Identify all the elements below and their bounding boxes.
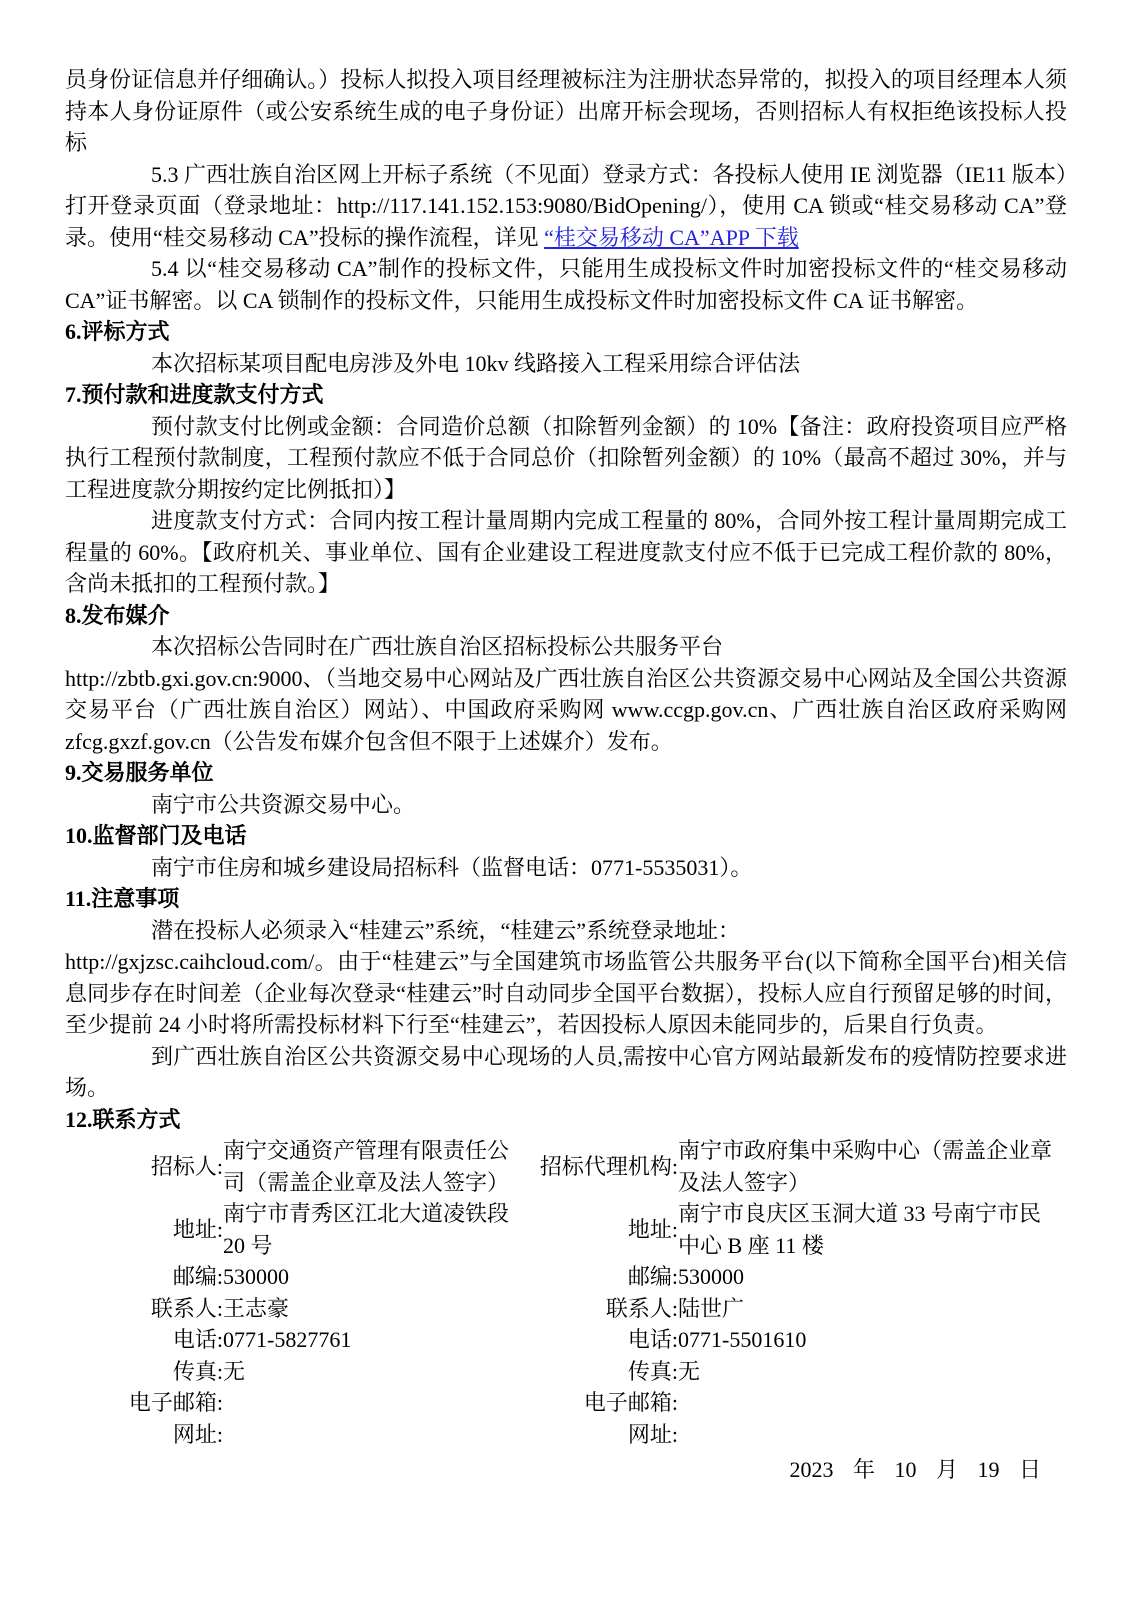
contact-row-fax <box>65 1356 530 1388</box>
contact-label: 招标人: <box>150 1153 223 1179</box>
contact-row-email <box>65 1387 530 1419</box>
contact-label: 联系人: <box>605 1295 678 1321</box>
contact-label: 电话: <box>627 1327 678 1352</box>
evaluation-method-paragraph: 本次招标某项目配电房涉及外电 10kv 线路接入工程采用综合评估法 <box>151 350 801 376</box>
contact-row-website <box>65 1419 530 1451</box>
intro-paragraph: 员身份证信息并仔细确认。）投标人拟投入项目经理被标注为注册状态异常的，拟投入的项目经理本人须持本人身份证原件（或公安系统生成的电子身份证）出席开标会现场，否则招标人有权拒绝该投标人投标 <box>65 67 1067 155</box>
contact-row-person <box>65 1293 530 1325</box>
contact-label: 电子邮箱: <box>128 1390 223 1415</box>
heading-evaluation-method: 6.评标方式 <box>65 319 170 344</box>
contact-value: 无 <box>223 1358 246 1384</box>
contact-label: 网址: <box>172 1421 223 1447</box>
trading-service-unit-paragraph: 南宁市公共资源交易中心。 <box>151 791 416 817</box>
contact-value: 0771-5827761 <box>223 1327 352 1352</box>
contact-label: 网址: <box>627 1421 678 1447</box>
heading-payment-methods: 7.预付款和进度款支付方式 <box>65 382 324 407</box>
contact-table-agency <box>530 1135 1067 1450</box>
publish-media-urls-paragraph: http://zbtb.gxi.gov.cn:9000、（当地交易中心网站及广西壮族自治区公共资源交易中心网站及全国公共资源交易平台（广西壮族自治区）网站）、中国政府采购网 www.ccgp.gov.cn、广西壮族自治区政府采购网 zfcg.gxzf.gov.cn（公告发布媒介包含但不限于上述媒介）发布。 <box>65 665 1067 754</box>
contact-value: 陆世广 <box>678 1295 745 1321</box>
supervision-department-paragraph: 南宁市住房和城乡建设局招标科（监督电话：0771-5535031）。 <box>151 854 753 880</box>
contact-row-postcode <box>530 1261 1067 1293</box>
contact-value: 无 <box>678 1358 701 1384</box>
contact-label: 传真: <box>627 1358 678 1384</box>
contact-value: 南宁市良庆区玉洞大道 33 号南宁市民中心 B 座 11 楼 <box>678 1201 1042 1258</box>
contact-value: 南宁交通资产管理有限责任公司（需盖企业章及法人签字） <box>223 1138 510 1195</box>
clause-5-3-paragraph <box>65 159 1067 254</box>
contact-row-address <box>530 1198 1067 1261</box>
contact-label: 电话: <box>172 1327 223 1352</box>
contact-value: 南宁市青秀区江北大道凌铁段 20 号 <box>223 1201 510 1258</box>
contact-row-person <box>530 1293 1067 1325</box>
contact-section <box>65 1135 1067 1450</box>
notes-detail-paragraph: http://gxjzsc.caihcloud.com/。由于“桂建云”与全国建筑市场监管公共服务平台(以下简称全国平台)相关信息同步存在时间差（企业每次登录“桂建云”时自动同步全国平台数据），投标人应自行预留足够的时间，至少提前 24 小时将所需投标材料下行至“桂建云”，若因投标人原因未能同步的，后果自行负责。 <box>65 949 1067 1037</box>
clause-5-4-paragraph: 5.4 以“桂交易移动 CA”制作的投标文件，只能用生成投标文件时加密投标文件的“桂交易移动 CA”证书解密。以 CA 锁制作的投标文件，只能用生成投标文件时加密投标文件 CA 证书解密。 <box>65 256 1067 313</box>
contact-row-website <box>530 1419 1067 1451</box>
notes-intro-paragraph: 潜在投标人必须录入“桂建云”系统，“桂建云”系统登录地址： <box>151 917 741 943</box>
contact-label: 地址: <box>172 1216 223 1242</box>
contact-label: 联系人: <box>150 1295 223 1321</box>
contact-row-phone <box>65 1324 530 1356</box>
notes-onsite-paragraph: 到广西壮族自治区公共资源交易中心现场的人员,需按中心官方网站最新发布的疫情防控要求进场。 <box>65 1043 1067 1100</box>
clause-5-3-text: 5.3 广西壮族自治区网上开标子系统（不见面）登录方式：各投标人使用 IE 浏览器（IE11 版本）打开登录页面（登录地址：http://117.141.152.153:9080/BidOpening/），使用 CA 锁或“桂交易移动 CA”登录。使用“桂交易移动 CA”投标的操作流程，详见 <box>65 161 1067 250</box>
contact-row-tenderer <box>65 1135 530 1198</box>
advance-payment-paragraph: 预付款支付比例或金额：合同造价总额（扣除暂列金额）的 10%【备注：政府投资项目应严格执行工程预付款制度，工程预付款应不低于合同总价（扣除暂列金额）的 10%（最高不超过 30%，并与工程进度款分期按约定比例抵扣）】 <box>65 413 1067 502</box>
contact-row-agency <box>530 1135 1067 1198</box>
contact-value: 南宁市政府集中采购中心（需盖企业章及法人签字） <box>678 1138 1053 1195</box>
contact-row-email <box>530 1387 1067 1419</box>
contact-value: 530000 <box>223 1264 289 1289</box>
contact-row-fax <box>530 1356 1067 1388</box>
contact-label: 电子邮箱: <box>583 1390 678 1415</box>
heading-notes: 11.注意事项 <box>65 886 180 911</box>
contact-row-address <box>65 1198 530 1261</box>
document-date: 2023 年 10 月 19 日 <box>789 1457 1041 1482</box>
heading-trading-service-unit: 9.交易服务单位 <box>65 760 214 785</box>
contact-label: 邮编: <box>172 1264 223 1289</box>
contact-label: 招标代理机构: <box>539 1153 678 1179</box>
heading-supervision-department: 10.监督部门及电话 <box>65 823 247 848</box>
heading-contact-info: 12.联系方式 <box>65 1106 181 1132</box>
contact-value: 0771-5501610 <box>678 1327 807 1352</box>
publish-media-intro-paragraph: 本次招标公告同时在广西壮族自治区招标投标公共服务平台 <box>151 634 724 659</box>
contact-label: 地址: <box>627 1216 678 1242</box>
contact-row-phone <box>530 1324 1067 1356</box>
contact-row-postcode <box>65 1261 530 1293</box>
heading-publish-media: 8.发布媒介 <box>65 602 170 628</box>
contact-table-tenderer <box>65 1135 530 1450</box>
contact-label: 邮编: <box>627 1264 678 1289</box>
progress-payment-paragraph: 进度款支付方式：合同内按工程计量周期内完成工程量的 80%，合同外按工程计量周期完成工程量的 60%。【政府机关、事业单位、国有企业建设工程进度款支付应不低于已完成工程价款的 80%，含尚未抵扣的工程预付款。】 <box>65 508 1067 596</box>
contact-label: 传真: <box>172 1358 223 1384</box>
mobile-ca-app-download-link[interactable]: “桂交易移动 CA”APP 下载 <box>544 224 799 250</box>
contact-value: 530000 <box>678 1264 744 1289</box>
contact-value: 王志豪 <box>223 1295 290 1321</box>
